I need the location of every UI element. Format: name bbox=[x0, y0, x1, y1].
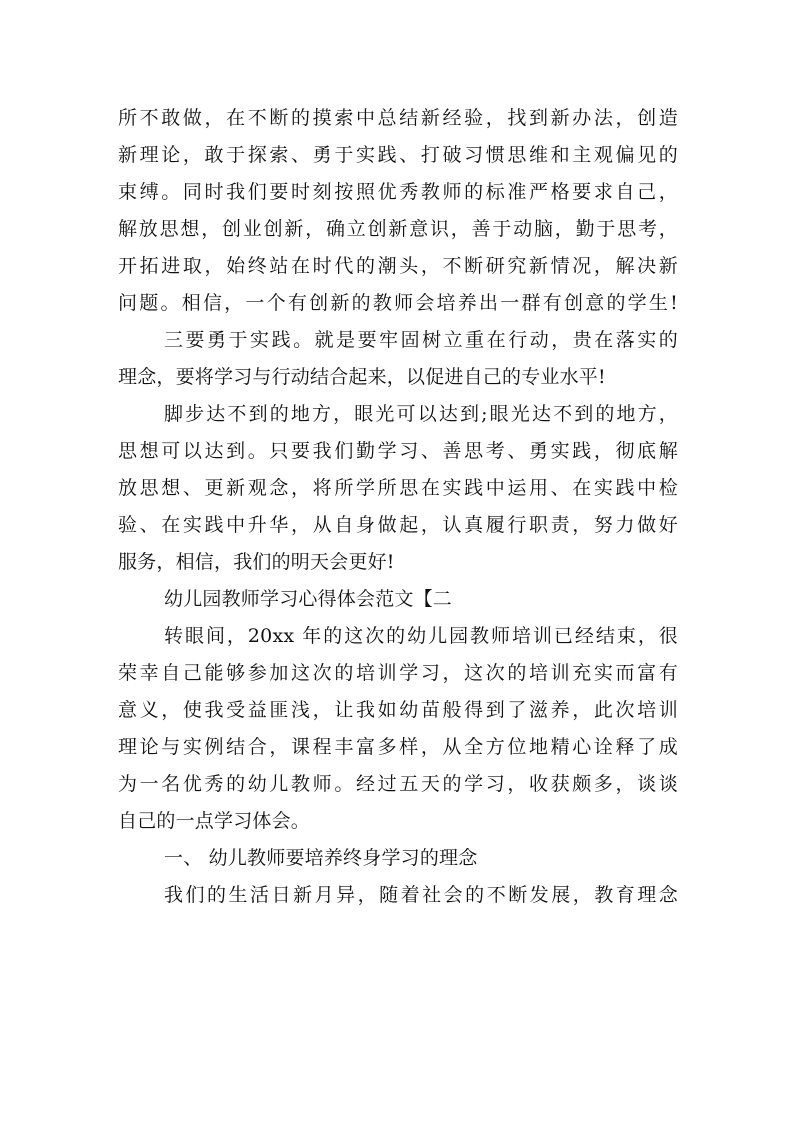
text-line: 所不敢做，在不断的摸索中总结新经验，找到新办法，创造 bbox=[118, 107, 678, 129]
section-heading: 幼儿园教师学习心得体会范文【二 bbox=[164, 588, 453, 610]
document-body bbox=[118, 100, 678, 914]
text-line: 意义，使我受益匪浅，让我如幼苗般得到了滋养，此次培训 bbox=[118, 699, 678, 721]
text-line: 新理论，敢于探索、勇于实践、打破习惯思维和主观偏见的 bbox=[118, 144, 678, 166]
text-line: 服务，相信，我们的明天会更好! bbox=[118, 551, 395, 573]
text-line: 验、在实践中升华，从自身做起，认真履行职责，努力做好 bbox=[118, 514, 678, 536]
text-line: 我们的生活日新月异，随着社会的不断发展，教育理念 bbox=[164, 884, 678, 906]
text-line: 问题。相信，一个有创新的教师会培养出一群有创意的学生! bbox=[118, 292, 678, 314]
text-line: 放思想、更新观念，将所学所思在实践中运用、在实践中检 bbox=[118, 477, 678, 499]
text-line: 解放思想，创业创新，确立创新意识，善于动脑，勤于思考， bbox=[118, 218, 678, 240]
text-line: 自己的一点学习体会。 bbox=[118, 810, 311, 832]
text-line: 理念，要将学习与行动结合起来，以促进自己的专业水平! bbox=[118, 366, 606, 388]
text-line: 理论与实例结合，课程丰富多样，从全方位地精心诠释了成 bbox=[118, 736, 678, 758]
text-line: 开拓进取，始终站在时代的潮头，不断研究新情况，解决新 bbox=[118, 255, 678, 277]
text-line: 荣幸自己能够参加这次的培训学习，这次的培训充实而富有 bbox=[118, 662, 678, 684]
subsection-heading: 一、 幼儿教师要培养终身学习的理念 bbox=[164, 847, 478, 869]
text-line: 为一名优秀的幼儿教师。经过五天的学习，收获颇多，谈谈 bbox=[118, 773, 678, 795]
text-line: 转眼间，20xx 年的这次的幼儿园教师培训已经结束，很 bbox=[164, 625, 678, 647]
text-line: 思想可以达到。只要我们勤学习、善思考、勇实践，彻底解 bbox=[118, 440, 678, 462]
text-line: 三要勇于实践。就是要牢固树立重在行动，贵在落实的 bbox=[164, 329, 678, 351]
text-line: 束缚。同时我们要时刻按照优秀教师的标准严格要求自己， bbox=[118, 181, 678, 203]
text-line: 脚步达不到的地方，眼光可以达到;眼光达不到的地方， bbox=[164, 403, 678, 425]
